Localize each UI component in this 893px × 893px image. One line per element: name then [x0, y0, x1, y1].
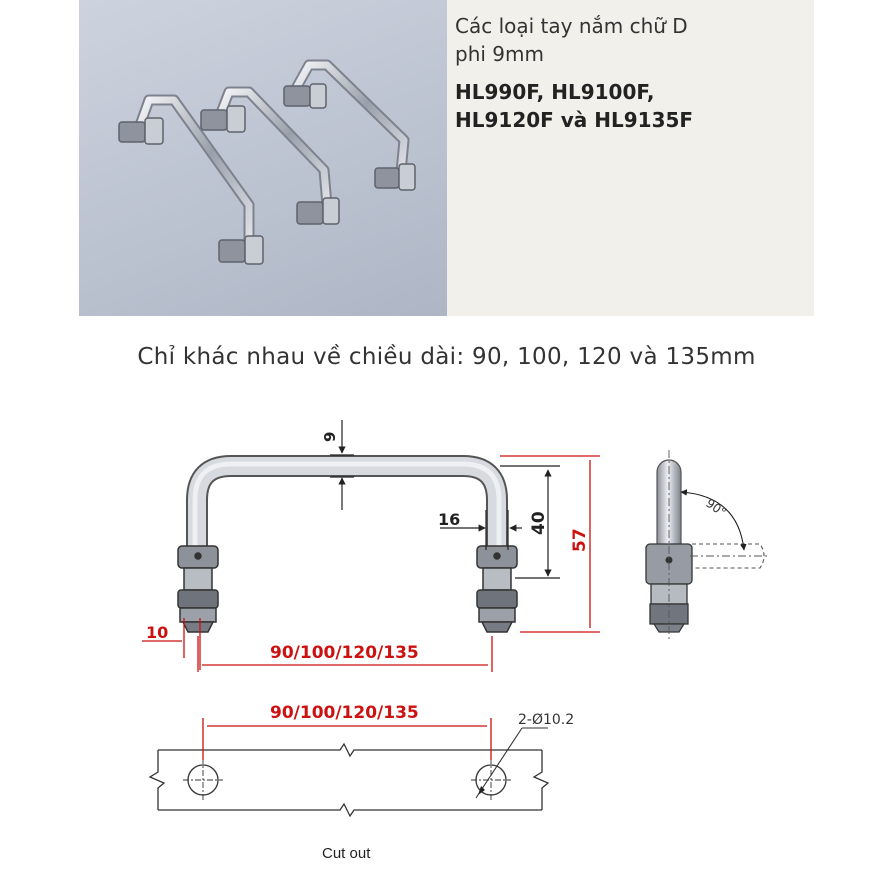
- info-panel: [447, 0, 814, 316]
- dim-length-cutout: [203, 718, 491, 760]
- model-line-2: HL9120F và HL9135F: [455, 108, 694, 132]
- cutout-plate: [150, 728, 548, 816]
- handles-illustration: [79, 0, 447, 316]
- dim-length-cutout-label: 90/100/120/135: [270, 703, 419, 723]
- dim-rod-label: 9: [321, 431, 339, 442]
- product-subtitle: [455, 12, 785, 68]
- handle-front-view: [178, 464, 517, 632]
- technical-drawing: [0, 400, 893, 893]
- dim-offset-10-label: 10: [146, 623, 169, 642]
- dim-width-16-label: 16: [438, 510, 461, 529]
- subtitle-line-1: Các loại tay nắm chữ D: [455, 14, 688, 38]
- dim-height-57-label: 57: [570, 528, 590, 552]
- hole-spec-label: 2-Ø10.2: [518, 712, 575, 728]
- cutout-caption: Cut out: [322, 845, 371, 862]
- model-line-1: HL990F, HL9100F,: [455, 80, 655, 104]
- difference-note: Chỉ khác nhau về chiều dài: 90, 100, 120 và 135mm: [137, 344, 756, 370]
- subtitle-line-2: phi 9mm: [455, 42, 544, 66]
- dim-length-handle-label: 90/100/120/135: [270, 643, 419, 663]
- product-photo: [79, 0, 447, 316]
- angle-label: 90°: [703, 495, 729, 520]
- dim-height-40-label: 40: [529, 511, 549, 535]
- model-list: [455, 78, 805, 134]
- handle-side-view: [646, 450, 770, 640]
